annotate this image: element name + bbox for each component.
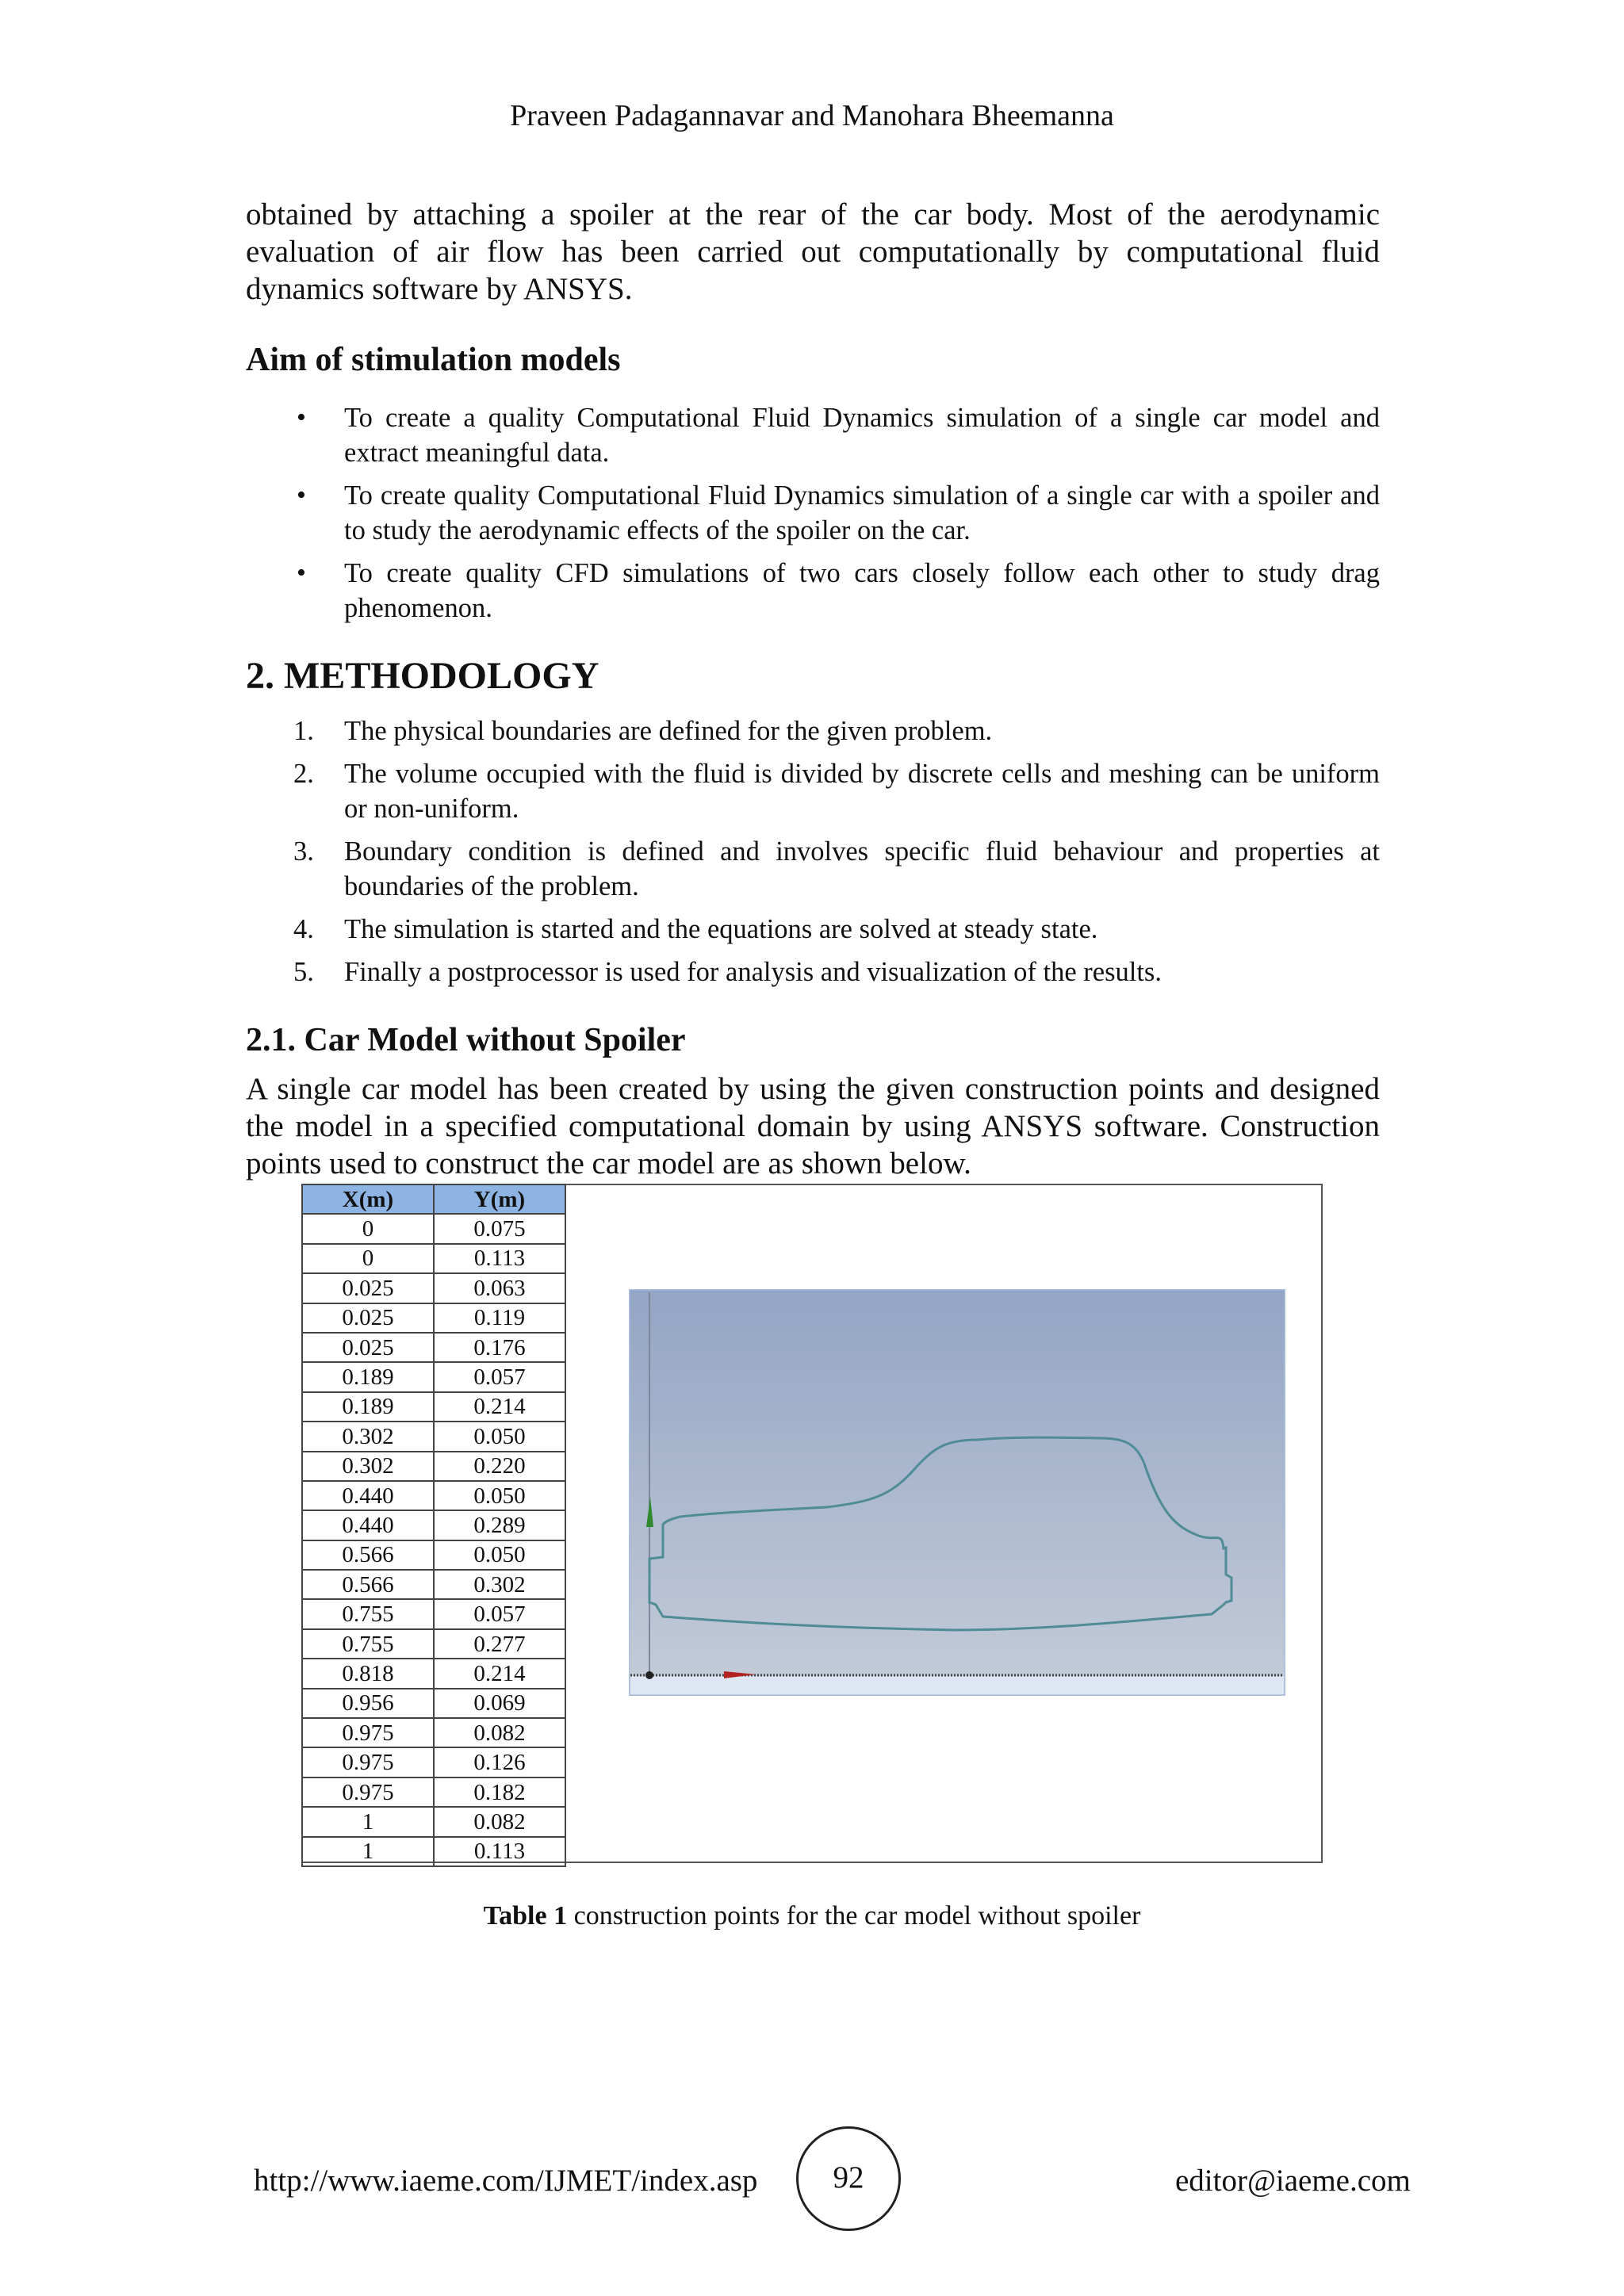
- cell-x: 0.440: [302, 1510, 434, 1540]
- column-header-y: Y(m): [434, 1184, 565, 1214]
- aim-heading: Aim of stimulation models: [246, 342, 621, 378]
- caption-text: construction points for the car model without spoiler: [567, 1901, 1141, 1931]
- table-row: [302, 1392, 565, 1422]
- cell-x: 0.302: [302, 1452, 434, 1481]
- cell-x: 0.975: [302, 1718, 434, 1747]
- table-row: [302, 1837, 565, 1866]
- table-row: [302, 1481, 565, 1510]
- cell-x: 0: [302, 1214, 434, 1243]
- cell-y: 0.214: [434, 1392, 565, 1422]
- cell-y: 0.075: [434, 1214, 565, 1243]
- cell-y: 0.220: [434, 1452, 565, 1481]
- cell-y: 0.302: [434, 1570, 565, 1599]
- cell-y: 0.182: [434, 1777, 565, 1807]
- cell-y: 0.063: [434, 1273, 565, 1303]
- construction-points-table: [301, 1184, 566, 1867]
- table-row: [302, 1689, 565, 1718]
- cell-x: 0.975: [302, 1747, 434, 1777]
- bullet: •: [297, 480, 306, 510]
- cell-x: 0.755: [302, 1599, 434, 1628]
- aim-item: • To create quality CFD simulations of two cars closely follow each other to study drag phenomenon.: [246, 556, 1380, 626]
- table-row: [302, 1273, 565, 1303]
- column-header-x: X(m): [302, 1184, 434, 1214]
- cell-x: 0.755: [302, 1629, 434, 1659]
- methodology-step: 5. Finally a postprocessor is used for analysis and visualization of the results.: [293, 957, 1162, 987]
- footer-url[interactable]: http://www.iaeme.com/IJMET/index.asp: [254, 2164, 758, 2198]
- table-row: [302, 1747, 565, 1777]
- cell-y: 0.119: [434, 1303, 565, 1333]
- cell-y: 0.050: [434, 1481, 565, 1510]
- aim-item: • To create a quality Computational Fluid Dynamics simulation of a single car model and extract meaningful data.: [246, 400, 1380, 470]
- table-caption: [0, 1901, 1624, 1931]
- cell-y: 0.277: [434, 1629, 565, 1659]
- cell-x: 0.189: [302, 1362, 434, 1391]
- cell-y: 0.214: [434, 1659, 565, 1688]
- methodology-heading: 2. METHODOLOGY: [246, 655, 599, 697]
- methodology-step: 1. The physical boundaries are defined for the given problem.: [293, 716, 993, 746]
- cell-y: 0.113: [434, 1244, 565, 1273]
- table-row: [302, 1659, 565, 1688]
- cell-x: 0.956: [302, 1689, 434, 1718]
- viewport-background: [629, 1289, 1285, 1696]
- table-row: [302, 1718, 565, 1747]
- bullet: •: [297, 403, 306, 432]
- table-row: [302, 1303, 565, 1333]
- cell-x: 0.189: [302, 1392, 434, 1422]
- cell-y: 0.057: [434, 1599, 565, 1628]
- table-body: [302, 1214, 565, 1866]
- cell-x: 0.975: [302, 1777, 434, 1807]
- cell-y: 0.126: [434, 1747, 565, 1777]
- car-model-view: [629, 1289, 1285, 1696]
- table-row: [302, 1244, 565, 1273]
- aim-list: [246, 400, 1380, 633]
- cell-y: 0.176: [434, 1333, 565, 1362]
- cell-x: 0.440: [302, 1481, 434, 1510]
- cell-y: 0.082: [434, 1807, 565, 1836]
- cell-x: 0.566: [302, 1540, 434, 1570]
- table-row: [302, 1452, 565, 1481]
- table-row: [302, 1214, 565, 1243]
- cell-x: 0.025: [302, 1273, 434, 1303]
- cell-x: 0.566: [302, 1570, 434, 1599]
- page-number: 92: [796, 2126, 901, 2231]
- cell-y: 0.082: [434, 1718, 565, 1747]
- table-row: [302, 1807, 565, 1836]
- table-row: [302, 1570, 565, 1599]
- running-header: Praveen Padagannavar and Manohara Bheemanna: [510, 99, 1114, 132]
- bullet: •: [297, 558, 306, 587]
- cell-y: 0.057: [434, 1362, 565, 1391]
- table-row: [302, 1333, 565, 1362]
- cell-x: 1: [302, 1837, 434, 1866]
- table-row: [302, 1540, 565, 1570]
- cell-y: 0.069: [434, 1689, 565, 1718]
- cell-y: 0.289: [434, 1510, 565, 1540]
- table-row: [302, 1629, 565, 1659]
- cell-y: 0.050: [434, 1422, 565, 1451]
- section-heading: 2.1. Car Model without Spoiler: [246, 1022, 686, 1058]
- table-row: [302, 1599, 565, 1628]
- cell-y: 0.050: [434, 1540, 565, 1570]
- cell-x: 0.025: [302, 1333, 434, 1362]
- table-row: [302, 1510, 565, 1540]
- cell-x: 0.025: [302, 1303, 434, 1333]
- intro-paragraph: obtained by attaching a spoiler at the rear of the car body. Most of the aerodynamic evaluation of air flow has been carried out computationally by computational fluid dynamics software by ANSYS.: [246, 197, 1380, 306]
- cell-x: 0.818: [302, 1659, 434, 1688]
- section-paragraph: A single car model has been created by using the given construction points and designed the model in a specified computational domain by using ANSYS software. Construction points used to construct the car model are as shown below.: [246, 1072, 1380, 1181]
- cell-x: 1: [302, 1807, 434, 1836]
- methodology-step: 4. The simulation is started and the equations are solved at steady state.: [293, 914, 1098, 944]
- cell-x: 0: [302, 1244, 434, 1273]
- table-row: [302, 1777, 565, 1807]
- cell-y: 0.113: [434, 1837, 565, 1866]
- cell-x: 0.302: [302, 1422, 434, 1451]
- origin-marker-icon: [645, 1671, 653, 1679]
- methodology-step: 2. The volume occupied with the fluid is divided by discrete cells and meshing can be uniform or non-uniform.: [293, 759, 1380, 824]
- aim-item: • To create quality Computational Fluid Dynamics simulation of a single car with a spoiler and to study the aerodynamic effects of the spoiler on the car.: [246, 478, 1380, 548]
- methodology-step: 3. Boundary condition is defined and involves specific fluid behaviour and properties at boundaries of the problem.: [293, 836, 1380, 901]
- footer-email[interactable]: editor@iaeme.com: [1175, 2164, 1411, 2198]
- table-row: [302, 1362, 565, 1391]
- table-row: [302, 1422, 565, 1451]
- caption-label: Table 1: [483, 1901, 568, 1931]
- table-header-row: [302, 1184, 565, 1214]
- ground-plane: [630, 1676, 1284, 1694]
- methodology-list: [246, 714, 1380, 997]
